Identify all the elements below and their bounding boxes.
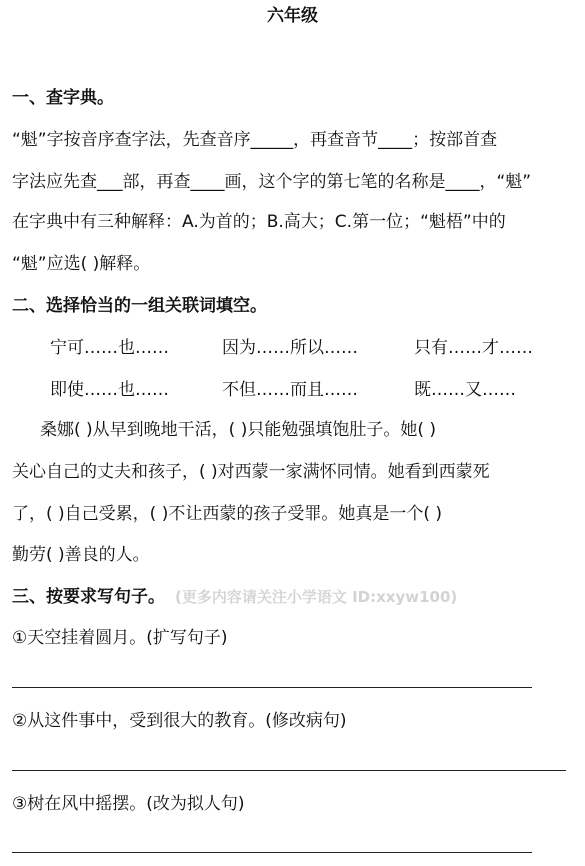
sentence-task-2: ②从这件事中，受到很大的教育。(修改病句) xyxy=(12,711,347,731)
section2-heading: 二、选择恰当的一组关联词填空。 xyxy=(12,296,267,316)
conjunction-option: 只有……才…… xyxy=(414,338,533,358)
section1-line-4: “魁”应选( )解释。 xyxy=(12,254,151,274)
conjunction-option: 即使……也…… xyxy=(50,380,169,400)
answer-line-2[interactable] xyxy=(12,770,566,771)
section3-heading: 三、按要求写句子。 xyxy=(12,587,165,607)
answer-line-1[interactable] xyxy=(12,687,532,688)
passage-line-4: 勤劳( )善良的人。 xyxy=(12,545,150,565)
sentence-task-3: ③树在风中摇摆。(改为拟人句) xyxy=(12,794,245,814)
conjunction-option: 既……又…… xyxy=(414,380,516,400)
passage-line-3: 了，( )自己受累，( )不让西蒙的孩子受罪。她真是一个( ) xyxy=(12,504,443,524)
watermark-text: (更多内容请关注小学语文 ID:xxyw100) xyxy=(175,588,458,606)
section1-line-1: “魁”字按音序查字法，先查音序_____，再查音节____；按部首查 xyxy=(12,130,498,150)
answer-line-3[interactable] xyxy=(12,852,532,853)
section1-line-2: 字法应先查___部，再查____画，这个字的第七笔的名称是____，“魁” xyxy=(12,172,532,192)
section3-heading-row xyxy=(12,585,457,609)
passage-line-2: 关心自己的丈夫和孩子，( )对西蒙一家满怀同情。她看到西蒙死 xyxy=(12,462,490,482)
passage-line-1: 桑娜( )从早到晚地干活，( )只能勉强填饱肚子。她( ) xyxy=(40,420,437,440)
page-title: 六年级 xyxy=(267,6,318,26)
conjunction-option: 不但……而且…… xyxy=(222,380,358,400)
conjunction-option: 宁可……也…… xyxy=(50,338,169,358)
section1-heading: 一、查字典。 xyxy=(12,88,114,108)
conjunction-option: 因为……所以…… xyxy=(222,338,358,358)
sentence-task-1: ①天空挂着圆月。(扩写句子) xyxy=(12,628,228,648)
section1-line-3: 在字典中有三种解释：A.为首的；B.高大；C.第一位；“魁梧”中的 xyxy=(12,212,506,232)
